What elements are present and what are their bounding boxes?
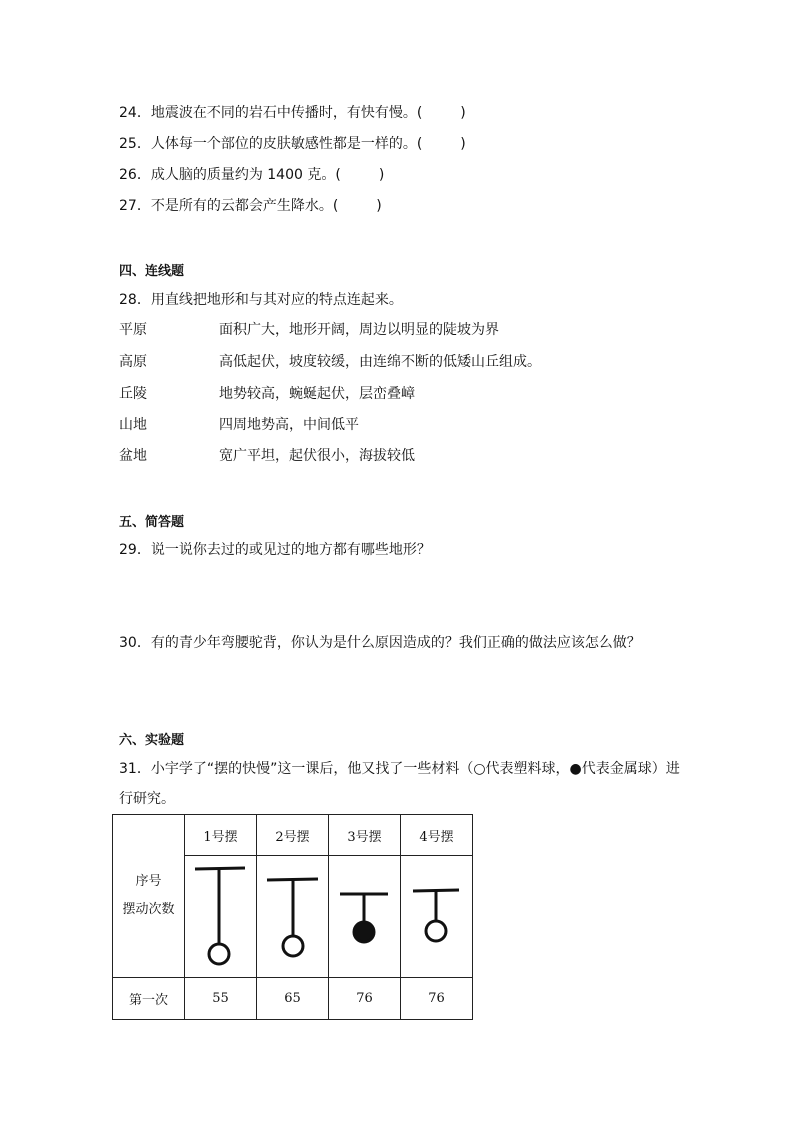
section-6-title: 六、实验题 xyxy=(119,733,185,748)
row-label-number: 序号 xyxy=(135,874,162,889)
pendulum-4-short-plastic-icon xyxy=(401,856,472,977)
terrain-term[interactable]: 高原 xyxy=(119,354,147,370)
section-4-title: 四、连线题 xyxy=(119,264,185,279)
question-24-text: 24．地震波在不同的岩石中传播时，有快有慢。( xyxy=(119,105,423,121)
pendulum-1-long-plastic-icon xyxy=(185,856,256,977)
terrain-term[interactable]: 盆地 xyxy=(119,448,147,464)
pendulum-4-cell xyxy=(401,856,473,978)
match-pair xyxy=(119,415,619,435)
question-25-text: 25．人体每一个部位的皮肤敏感性都是一样的。( xyxy=(119,136,423,152)
question-28: 28．用直线把地形和与其对应的特点连起来。 xyxy=(119,292,403,308)
pendulum-4-header: 4号摆 xyxy=(401,815,473,856)
row-label-swings: 摆动次数 xyxy=(122,902,175,917)
terrain-description[interactable]: 宽广平坦，起伏很小，海拔较低 xyxy=(219,448,415,464)
pendulum-1-cell xyxy=(185,856,257,978)
terrain-description[interactable]: 地势较高，蜿蜒起伏，层峦叠嶂 xyxy=(219,386,415,402)
terrain-term[interactable]: 山地 xyxy=(119,417,147,433)
pendulum-3-cell xyxy=(329,856,401,978)
terrain-description[interactable]: 高低起伏，坡度较缓，由连绵不断的低矮山丘组成。 xyxy=(219,354,541,370)
question-25: 25．人体每一个部位的皮肤敏感性都是一样的。( ) xyxy=(119,136,466,152)
question-26: 26．成人脑的质量约为 1400 克。( ) xyxy=(119,167,385,183)
data-row-label: 第一次 xyxy=(113,978,185,1020)
pendulum-table xyxy=(112,814,473,1020)
question-31-line-2: 行研究。 xyxy=(119,791,175,807)
question-30: 30．有的青少年弯腰驼背，你认为是什么原因造成的？我们正确的做法应该怎么做？ xyxy=(119,635,641,651)
pendulum-3-short-metal-icon xyxy=(329,856,400,977)
terrain-term[interactable]: 丘陵 xyxy=(119,386,147,402)
match-pair xyxy=(119,384,619,404)
pendulum-1-value: 55 xyxy=(185,978,257,1020)
section-5-title: 五、简答题 xyxy=(119,515,185,530)
question-31-line-1: 31．小宇学了“摆的快慢”这一课后，他又找了一些材料（○代表塑料球，●代表金属球）进 xyxy=(119,761,680,777)
match-pair xyxy=(119,320,619,340)
pendulum-1-header: 1号摆 xyxy=(185,815,257,856)
pendulum-4-value: 76 xyxy=(401,978,473,1020)
terrain-term[interactable]: 平原 xyxy=(119,322,147,338)
pendulum-2-cell xyxy=(257,856,329,978)
pendulum-3-header: 3号摆 xyxy=(329,815,401,856)
pendulum-2-value: 65 xyxy=(257,978,329,1020)
question-26-text: 26．成人脑的质量约为 1400 克。( xyxy=(119,167,341,183)
terrain-description[interactable]: 面积广大，地形开阔，周边以明显的陡坡为界 xyxy=(219,322,499,338)
pendulum-2-medium-plastic-icon xyxy=(257,856,328,977)
match-pair xyxy=(119,352,619,372)
row-label-cell xyxy=(113,815,185,978)
question-27: 27．不是所有的云都会产生降水。( ) xyxy=(119,198,382,214)
table-row xyxy=(113,978,473,1020)
match-pair xyxy=(119,446,619,466)
table-header-row xyxy=(113,815,473,856)
question-27-text: 27．不是所有的云都会产生降水。( xyxy=(119,198,339,214)
pendulum-3-value: 76 xyxy=(329,978,401,1020)
terrain-description[interactable]: 四周地势高，中间低平 xyxy=(219,417,359,433)
pendulum-2-header: 2号摆 xyxy=(257,815,329,856)
question-24: 24．地震波在不同的岩石中传播时，有快有慢。( ) xyxy=(119,105,466,121)
question-29: 29．说一说你去过的或见过的地方都有哪些地形？ xyxy=(119,542,431,558)
